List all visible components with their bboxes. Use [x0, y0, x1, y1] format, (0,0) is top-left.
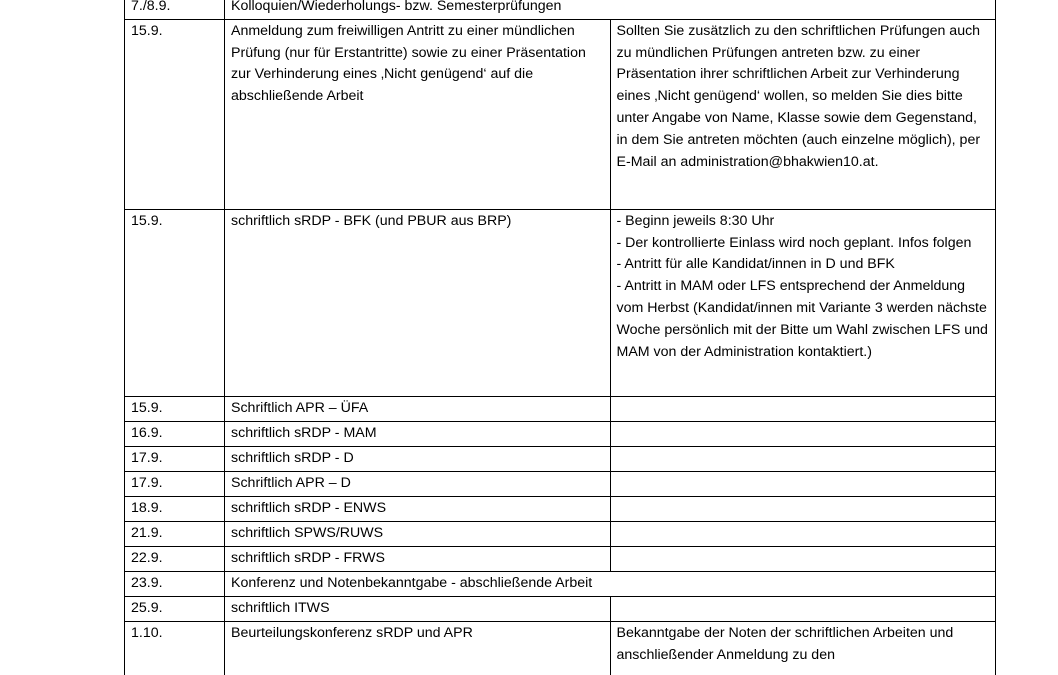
note-cell: Sollten Sie zusätzlich zu den schriftlichen Prüfungen auch zu mündlichen Prüfungen antreten bzw. zu einer Präsentation ihrer schriftlichen Arbeit zur Verhinderung eines ‚Nicht genügend‘ wollen, so melden Sie dies bitte unter Angabe von Name, Klasse sowie dem Gegenstand, in dem Sie antreten möchten (auch einzelne möglich), per E-Mail an administration@bhakwien10.at. — [610, 19, 996, 209]
date-cell: 23.9. — [125, 571, 225, 596]
note-cell — [610, 396, 996, 421]
date-cell: 1.10. — [125, 621, 225, 675]
table-row — [125, 19, 996, 209]
event-cell: schriftlich SPWS/RUWS — [225, 521, 611, 546]
event-cell: Kolloquien/Wiederholungs- bzw. Semesterprüfungen — [225, 0, 996, 19]
note-cell — [610, 496, 996, 521]
table-row — [125, 621, 996, 675]
event-cell: Schriftlich APR – D — [225, 471, 611, 496]
event-cell: schriftlich sRDP - FRWS — [225, 546, 611, 571]
date-cell: 17.9. — [125, 471, 225, 496]
note-cell — [610, 421, 996, 446]
date-cell: 25.9. — [125, 596, 225, 621]
table-row — [125, 546, 996, 571]
table-row — [125, 421, 996, 446]
event-cell: schriftlich sRDP - ENWS — [225, 496, 611, 521]
note-cell — [610, 521, 996, 546]
event-cell: schriftlich sRDP - BFK (und PBUR aus BRP) — [225, 209, 611, 396]
event-cell: schriftlich ITWS — [225, 596, 611, 621]
date-cell: 15.9. — [125, 19, 225, 209]
note-cell — [610, 596, 996, 621]
event-cell: Schriftlich APR – ÜFA — [225, 396, 611, 421]
date-cell: 22.9. — [125, 546, 225, 571]
event-cell: Anmeldung zum freiwilligen Antritt zu einer mündlichen Prüfung (nur für Erstantritte) sowie zu einer Präsentation zur Verhinderung eines ‚Nicht genügend‘ auf die abschließende Arbeit — [225, 19, 611, 209]
table-row — [125, 396, 996, 421]
event-cell: Konferenz und Notenbekanntgabe - abschließende Arbeit — [225, 571, 996, 596]
note-cell — [610, 471, 996, 496]
note-cell — [610, 546, 996, 571]
table-row — [125, 596, 996, 621]
date-cell: 18.9. — [125, 496, 225, 521]
table-row — [125, 496, 996, 521]
date-cell: 16.9. — [125, 421, 225, 446]
note-cell — [610, 446, 996, 471]
exam-schedule-table — [124, 0, 996, 675]
note-cell: - Beginn jeweils 8:30 Uhr - Der kontrollierte Einlass wird noch geplant. Infos folgen - Antritt für alle Kandidat/innen in D und BFK - Antritt in MAM oder LFS entsprechend der Anmeldung vom Herbst (Kandidat/innen mit Variante 3 werden nächste Woche persönlich mit der Bitte um Wahl zwischen LFS und MAM von der Administration kontaktiert.) — [610, 209, 996, 396]
date-cell: 15.9. — [125, 396, 225, 421]
table-row — [125, 209, 996, 396]
date-cell: 17.9. — [125, 446, 225, 471]
note-cell: Bekanntgabe der Noten der schriftlichen Arbeiten und anschließender Anmeldung zu den — [610, 621, 996, 675]
table-row — [125, 471, 996, 496]
table-row — [125, 446, 996, 471]
date-cell: 7./8.9. — [125, 0, 225, 19]
table-row — [125, 571, 996, 596]
event-cell: Beurteilungskonferenz sRDP und APR — [225, 621, 611, 675]
event-cell: schriftlich sRDP - D — [225, 446, 611, 471]
event-cell: schriftlich sRDP - MAM — [225, 421, 611, 446]
table-row — [125, 0, 996, 19]
date-cell: 15.9. — [125, 209, 225, 396]
date-cell: 21.9. — [125, 521, 225, 546]
table-row — [125, 521, 996, 546]
